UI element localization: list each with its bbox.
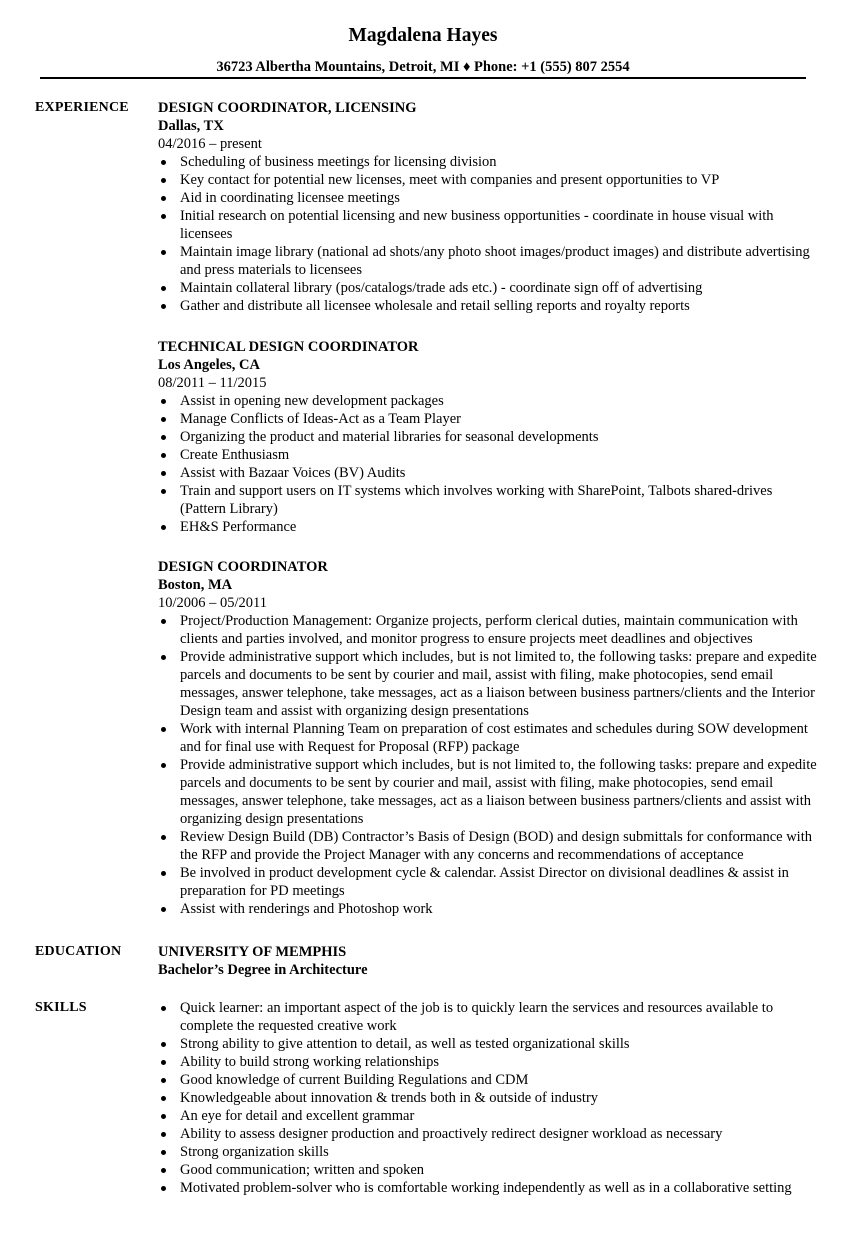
job-bullets <box>158 153 818 315</box>
section-label-experience: EXPERIENCE <box>35 100 129 115</box>
bullet-icon <box>161 1168 166 1173</box>
bullet-text: Be involved in product development cycle & calendar. Assist Director on divisional deadlines & assist in preparation for PD meetings <box>180 865 789 899</box>
bullet-text: Maintain collateral library (pos/catalogs/trade ads etc.) - coordinate sign off of advertising <box>180 280 703 296</box>
list-item <box>158 279 818 297</box>
list-item <box>158 482 818 518</box>
skills-entry <box>158 999 818 1197</box>
skill-text: Strong organization skills <box>180 1144 329 1160</box>
bullet-icon <box>161 727 166 732</box>
bullet-icon <box>161 1132 166 1137</box>
list-item <box>158 1179 818 1197</box>
education-entry <box>158 943 818 979</box>
bullet-text: Project/Production Management: Organize projects, perform clerical duties, maintain communication with clients and parties involved, and monitor progress to ensure projects meet deadlines and objectives <box>180 613 798 647</box>
bullet-icon <box>161 489 166 494</box>
list-item <box>158 392 818 410</box>
list-item <box>158 1107 818 1125</box>
skill-text: An eye for detail and excellent grammar <box>180 1108 415 1124</box>
bullet-icon <box>161 214 166 219</box>
list-item <box>158 1053 818 1071</box>
bullet-text: Review Design Build (DB) Contractor’s Basis of Design (BOD) and design submittals for conformance with the RFP and provide the Project Manager with any concerns and recommendations of acceptance <box>180 829 812 863</box>
bullet-icon <box>161 453 166 458</box>
bullet-text: Maintain image library (national ad shots/any photo shoot images/product images) and distribute advertising and press materials to licensees <box>180 244 810 278</box>
bullet-icon <box>161 1078 166 1083</box>
job-bullets <box>158 612 818 918</box>
job-title: TECHNICAL DESIGN COORDINATOR <box>158 339 419 355</box>
list-item <box>158 900 818 918</box>
bullet-text: Assist in opening new development packages <box>180 393 444 409</box>
bullet-icon <box>161 286 166 291</box>
bullet-text: Manage Conflicts of Ideas-Act as a Team Player <box>180 411 461 427</box>
bullet-icon <box>161 250 166 255</box>
list-item <box>158 464 818 482</box>
skill-text: Strong ability to give attention to detail, as well as tested organizational skills <box>180 1036 630 1052</box>
job-bullets <box>158 392 818 536</box>
bullet-text: Create Enthusiasm <box>180 447 290 463</box>
skill-text: Good communication; written and spoken <box>180 1162 425 1178</box>
bullet-icon <box>161 178 166 183</box>
list-item <box>158 828 818 864</box>
section-label-skills: SKILLS <box>35 1000 87 1015</box>
job-entry <box>158 99 818 315</box>
job-entry <box>158 558 818 918</box>
bullet-text: Provide administrative support which includes, but is not limited to, the following tasks: prepare and expedite parcels and documents to be sent by courier and mail, assist with filing, make photocopies, send email messages, answer telephone, take messages, act as a liaison between business partners/clients and assist with organizing design presentations <box>180 757 817 827</box>
bullet-icon <box>161 619 166 624</box>
list-item <box>158 297 818 315</box>
job-title: DESIGN COORDINATOR, LICENSING <box>158 100 417 116</box>
bullet-icon <box>161 1060 166 1065</box>
bullet-icon <box>161 655 166 660</box>
list-item <box>158 243 818 279</box>
list-item <box>158 171 818 189</box>
bullet-text: EH&S Performance <box>180 519 297 535</box>
list-item <box>158 428 818 446</box>
bullet-icon <box>161 435 166 440</box>
candidate-name: Magdalena Hayes <box>348 25 498 46</box>
bullet-icon <box>161 399 166 404</box>
list-item <box>158 1035 818 1053</box>
bullet-text: Train and support users on IT systems which involves working with SharePoint, Talbots shared-drives (Pattern Library) <box>180 483 773 517</box>
bullet-icon <box>161 835 166 840</box>
degree: Bachelor’s Degree in Architecture <box>158 962 368 978</box>
bullet-icon <box>161 417 166 422</box>
job-location: Dallas, TX <box>158 118 224 134</box>
skill-text: Ability to build strong working relationships <box>180 1054 439 1070</box>
bullet-text: Assist with renderings and Photoshop work <box>180 901 433 917</box>
job-location: Boston, MA <box>158 577 233 593</box>
bullet-text: Aid in coordinating licensee meetings <box>180 190 400 206</box>
bullet-icon <box>161 907 166 912</box>
bullet-icon <box>161 304 166 309</box>
bullet-text: Assist with Bazaar Voices (BV) Audits <box>180 465 406 481</box>
list-item <box>158 518 818 536</box>
skills-list <box>158 999 818 1197</box>
list-item <box>158 1161 818 1179</box>
list-item <box>158 1071 818 1089</box>
list-item <box>158 446 818 464</box>
job-dates: 10/2006 – 05/2011 <box>158 595 268 611</box>
bullet-text: Key contact for potential new licenses, meet with companies and present opportunities to VP <box>180 172 720 188</box>
bullet-icon <box>161 763 166 768</box>
bullet-icon <box>161 196 166 201</box>
skill-text: Good knowledge of current Building Regulations and CDM <box>180 1072 529 1088</box>
bullet-icon <box>161 1006 166 1011</box>
job-location: Los Angeles, CA <box>158 357 260 373</box>
bullet-icon <box>161 160 166 165</box>
skill-text: Quick learner: an important aspect of the job is to quickly learn the services and resources available to complete the requested creative work <box>180 1000 774 1034</box>
list-item <box>158 410 818 428</box>
header-divider <box>40 77 806 79</box>
skill-text: Ability to assess designer production and proactively redirect designer workload as necessary <box>180 1126 723 1142</box>
bullet-text: Organizing the product and material libraries for seasonal developments <box>180 429 599 445</box>
list-item <box>158 189 818 207</box>
section-label-education: EDUCATION <box>35 944 122 959</box>
bullet-icon <box>161 525 166 530</box>
bullet-text: Scheduling of business meetings for licensing division <box>180 154 497 170</box>
skill-text: Knowledgeable about innovation & trends both in & outside of industry <box>180 1090 599 1106</box>
bullet-text: Provide administrative support which includes, but is not limited to, the following tasks: prepare and expedite parcels and documents to be sent by courier and mail, assist with filing, make photocopies, send email messages, answer telephone, take messages, act as a liaison between business partners/clients and the Interior Design team and assist with organizing design presentations <box>180 649 817 719</box>
list-item <box>158 1143 818 1161</box>
job-entry <box>158 338 818 536</box>
list-item <box>158 720 818 756</box>
bullet-icon <box>161 871 166 876</box>
bullet-text: Initial research on potential licensing and new business opportunities - coordinate in house visual with licensees <box>180 208 774 242</box>
list-item <box>158 864 818 900</box>
list-item <box>158 756 818 828</box>
bullet-icon <box>161 1150 166 1155</box>
bullet-icon <box>161 1096 166 1101</box>
list-item <box>158 612 818 648</box>
school-name: UNIVERSITY OF MEMPHIS <box>158 944 347 960</box>
list-item <box>158 1089 818 1107</box>
list-item <box>158 999 818 1035</box>
bullet-text: Work with internal Planning Team on preparation of cost estimates and schedules during SOW development and for final use with Request for Proposal (RFP) package <box>180 721 808 755</box>
skill-text: Motivated problem-solver who is comfortable working independently as well as in a collaborative setting <box>180 1180 792 1196</box>
bullet-text: Gather and distribute all licensee wholesale and retail selling reports and royalty reports <box>180 298 690 314</box>
list-item <box>158 153 818 171</box>
bullet-icon <box>161 1114 166 1119</box>
bullet-icon <box>161 1186 166 1191</box>
job-title: DESIGN COORDINATOR <box>158 559 328 575</box>
contact-line: 36723 Albertha Mountains, Detroit, MI ♦ Phone: +1 (555) 807 2554 <box>216 59 630 75</box>
list-item <box>158 207 818 243</box>
bullet-icon <box>161 1042 166 1047</box>
bullet-icon <box>161 471 166 476</box>
list-item <box>158 1125 818 1143</box>
job-dates: 04/2016 – present <box>158 136 262 152</box>
job-dates: 08/2011 – 11/2015 <box>158 375 267 391</box>
list-item <box>158 648 818 720</box>
